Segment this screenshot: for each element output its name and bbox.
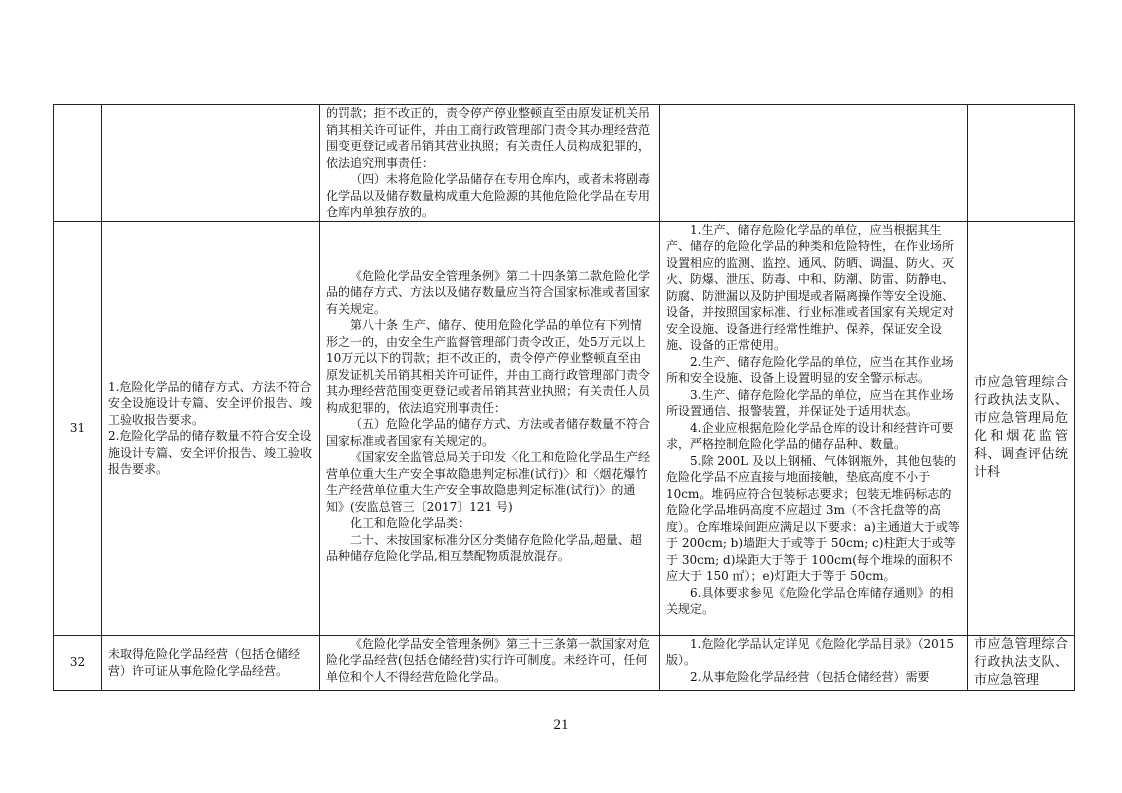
measure-paragraph: 1.生产、储存危险化学品的单位，应当根据其生产、储存的危险化学品的种类和危险特性，在作业场所设置相应的监测、监控、通风、防晒、调温、防火、灭火、防爆、泄压、防毒、中和、防潮、防雷、防静电、防腐、防泄漏以及防护围堤或者隔离操作等安全设施、设备，并按照国家标准、行业标准或者国家有关规定对安全设施、设备进行经常性维护、保养，保证安全设施、设备的正常使用。 bbox=[666, 222, 955, 352]
dept-cell bbox=[968, 105, 1075, 222]
table-row-continued bbox=[54, 105, 1075, 222]
basis-paragraph: 第八十条 生产、储存、使用危险化学品的单位有下列情形之一的，由安全生产监督管理部门责令改正，处5万元以上10万元以下的罚款；拒不改正的，责令停产停业整顿直至由原发证机关吊销其相关许可证件，并由工商行政管理部门责令其办理经营范围变更登记或者吊销其营业执照；有关责任人员构成犯罪的，依法追究刑事责任： bbox=[326, 318, 651, 415]
row-number-cell: 31 bbox=[54, 221, 102, 635]
measures-cell bbox=[660, 635, 968, 690]
regulation-table bbox=[53, 104, 1075, 691]
measure-paragraph: 2.生产、储存危险化学品的单位，应当在其作业场所和安全设施、设备上设置明显的安全警示标志。 bbox=[666, 354, 954, 385]
issue-cell bbox=[102, 635, 320, 690]
basis-paragraph: 《危险化学品安全管理条例》第三十三条第一款国家对危险化学品经营(包括仓储经营)实行许可制度。未经许可，任何单位和个人不得经营危险化学品。 bbox=[326, 636, 651, 684]
basis-cell bbox=[320, 105, 660, 222]
measure-paragraph: 2.从事危险化学品经营（包括仓储经营）需要 bbox=[690, 669, 930, 684]
row-number-cell: 32 bbox=[54, 635, 102, 690]
basis-cell bbox=[320, 635, 660, 690]
table-row-31 bbox=[54, 221, 1075, 635]
basis-paragraph: 化工和危险化学品类： bbox=[350, 516, 471, 530]
issue-paragraph: 未取得危险化学品经营（包括仓储经营）许可证从事危险化学品经营。 bbox=[108, 647, 301, 678]
measures-cell bbox=[660, 221, 968, 635]
row-number-cell bbox=[54, 105, 102, 222]
table-row-32 bbox=[54, 635, 1075, 690]
measure-paragraph: 3.生产、储存危险化学品的单位，应当在其作业场所设置通信、报警装置，并保证处于适用状态。 bbox=[666, 387, 954, 418]
dept-cell: 市应急管理综合行政执法支队、市应急管理 bbox=[968, 635, 1075, 690]
basis-paragraph: 《危险化学品安全管理条例》第二十四条第二款危险化学品的储存方式、方法以及储存数量应当符合国家标准或者国家有关规定。 bbox=[326, 268, 651, 316]
measures-cell bbox=[660, 105, 968, 222]
basis-cell bbox=[320, 221, 660, 635]
basis-paragraph: 《国家安全监管总局关于印发〈化工和危险化学品生产经营单位重大生产安全事故隐患判定标准(试行)〉和〈烟花爆竹生产经营单位重大生产安全事故隐患判定标准(试行)〉的通知》(安监总管三〔2017〕121 号) bbox=[326, 450, 651, 514]
dept-cell: 市应急管理综合行政执法支队、市应急管理局危化和烟花监管科、调查评估统计科 bbox=[968, 221, 1075, 635]
measure-paragraph: 4.企业应根据危险化学品仓库的设计和经营许可要求，严格控制危险化学品的储存品种、数量。 bbox=[666, 420, 954, 451]
issue-paragraph: 2.危险化学品的储存数量不符合安全设施设计专篇、安全评价报告、竣工验收报告要求。 bbox=[108, 429, 313, 476]
page-number: 21 bbox=[553, 717, 569, 733]
basis-paragraph: 二十、未按国家标准分区分类储存危险化学品,超量、超品种储存危险化学品,相互禁配物质混放混存。 bbox=[326, 532, 642, 563]
issue-cell bbox=[102, 221, 320, 635]
measure-paragraph: 1.危险化学品认定详见《危险化学品目录》（2015 版）。 bbox=[666, 636, 954, 667]
measure-paragraph: 5.除 200L 及以上钢桶、气体钢瓶外，其他包装的危险化学品不应直接与地面接触，垫底高度不小于 10cm。堆码应符合包装标志要求；包装无堆码标志的危险化学品堆码高度不应超过 3m（不含托盘等的高度）。仓库堆垛间距应满足以下要求：a)主通道大于或等于 200cm; b)墙距大于或等于 50cm; c)柱距大于或等于 30cm; d)垛距大于等于 100cm(每个堆垛的面积不应大于 150 ㎡）；e)灯距大于等于 50cm。 bbox=[666, 453, 960, 583]
basis-paragraph: （四）未将危险化学品储存在专用仓库内，或者未将剧毒化学品以及储存数量构成重大危险源的其他危险化学品在专用仓库内单独存放的。 bbox=[326, 172, 651, 219]
issue-cell bbox=[102, 105, 320, 222]
issue-paragraph: 1.危险化学品的储存方式、方法不符合安全设施设计专篇、安全评价报告、竣工验收报告要求。 bbox=[108, 379, 313, 427]
measure-paragraph: 6.具体要求参见《危险化学品仓库储存通则》的相关规定。 bbox=[666, 585, 954, 616]
basis-paragraph: （五）危险化学品的储存方式、方法或者储存数量不符合国家标准或者国家有关规定的。 bbox=[326, 417, 651, 448]
basis-paragraph: 的罚款；拒不改正的，责令停产停业整顿直至由原发证机关吊销其相关许可证件，并由工商行政管理部门责令其办理经营范围变更登记或者吊销其营业执照；有关责任人员构成犯罪的，依法追究刑事责任： bbox=[326, 106, 651, 170]
